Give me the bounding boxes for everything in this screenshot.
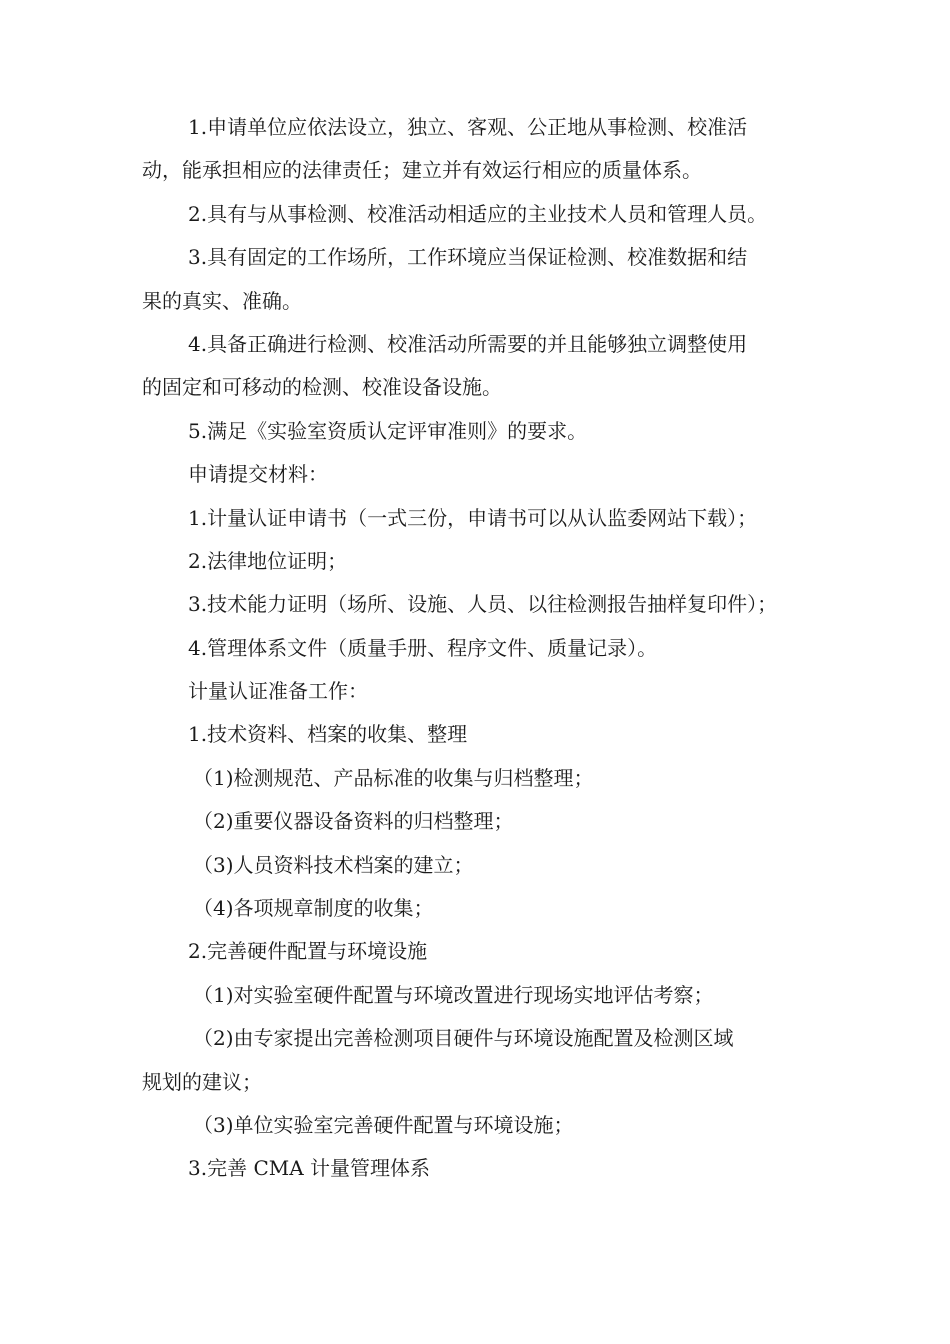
paragraph-line: 4.具备正确进行检测、校准活动所需要的并且能够独立调整使用 xyxy=(188,331,748,356)
sub-list-item: （2)重要仪器设备资料的归档整理； xyxy=(193,809,514,834)
paragraph-line: 1.申请单位应依法设立，独立、客观、公正地从事检测、校准活 xyxy=(188,115,748,139)
paragraph-line: 规划的建议； xyxy=(142,1069,262,1094)
paragraph-line: 5.满足《实验室资质认定评审准则》的要求。 xyxy=(188,418,588,443)
list-item: 1.技术资料、档案的收集、整理 xyxy=(188,722,468,747)
list-item: 2.法律地位证明； xyxy=(188,548,348,573)
list-item: 3.技术能力证明（场所、设施、人员、以往检测报告抽样复印件）； xyxy=(188,592,778,617)
list-item: 3.完善 CMA 计量管理体系 xyxy=(188,1156,431,1181)
document-body xyxy=(142,106,822,1191)
paragraph-line: 2.具有与从事检测、校准活动相适应的主业技术人员和管理人员。 xyxy=(188,201,768,226)
sub-list-item: （1)检测规范、产品标准的收集与归档整理； xyxy=(193,765,594,790)
paragraph-line: 果的真实、准确。 xyxy=(142,288,302,313)
list-item: 4.管理体系文件（质量手册、程序文件、质量记录）。 xyxy=(188,635,658,660)
section-heading: 申请提交材料： xyxy=(188,462,328,487)
paragraph-line: 的固定和可移动的检测、校准设备设施。 xyxy=(142,375,502,400)
list-item: 2.完善硬件配置与环境设施 xyxy=(188,939,428,964)
sub-list-item: （2)由专家提出完善检测项目硬件与环境设施配置及检测区域 xyxy=(193,1026,734,1051)
sub-list-item: （3)单位实验室完善硬件配置与环境设施； xyxy=(193,1112,574,1137)
sub-list-item: （3)人员资料技术档案的建立； xyxy=(193,852,474,877)
section-heading: 计量认证准备工作： xyxy=(188,679,368,704)
list-item: 1.计量认证申请书（一式三份，申请书可以从认监委网站下载）； xyxy=(188,505,758,530)
sub-list-item: （1)对实验室硬件配置与环境改置进行现场实地评估考察； xyxy=(193,982,714,1007)
paragraph-line: 动，能承担相应的法律责任；建立并有效运行相应的质量体系。 xyxy=(142,158,702,183)
sub-list-item: （4)各项规章制度的收集； xyxy=(193,896,434,921)
paragraph-line: 3.具有固定的工作场所，工作环境应当保证检测、校准数据和结 xyxy=(188,245,748,270)
